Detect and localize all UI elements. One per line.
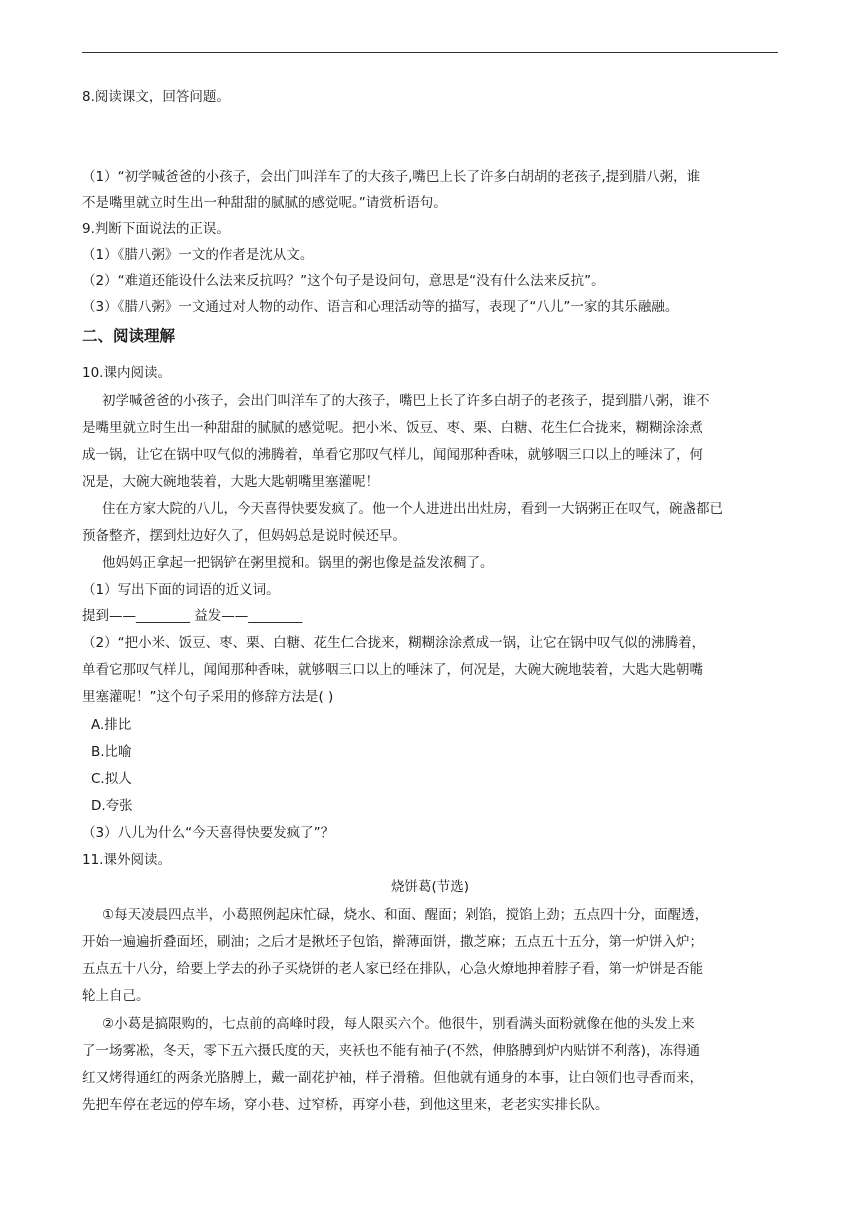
q8-sub1-line2: 不是嘴里就立时生出一种甜甜的腻腻的感觉呢。”请赏析语句。 <box>82 195 447 211</box>
q11-passage-line: 轮上自己。 <box>82 988 150 1004</box>
q11-article-title: 烧饼葛(节选) <box>390 879 470 895</box>
q9-item-3: （3）《腊八粥》一文通过对人物的动作、语言和心理活动等的描写，表现了“八儿”一家的其乐融融。 <box>82 299 679 315</box>
q10-passage-line: 住在方家大院的八儿，今天喜得快要发疯了。他一个人进进出出灶房，看到一大锅粥正在叹气，碗盏都已 <box>102 501 723 517</box>
q9-title: 9.判断下面说法的正误。 <box>82 221 230 237</box>
q8-sub1-line1: （1）“初学喊爸爸的小孩子，会出门叫洋车了的大孩子,嘴巴上长了许多白胡胡的老孩子,提到腊八粥，谁 <box>82 169 701 185</box>
q10-option-b: B.比喻 <box>91 744 132 760</box>
q11-passage-line: ①每天凌晨四点半，小葛照例起床忙碌，烧水、和面、醒面；剁馅，搅馅上劲；五点四十分，面醒透， <box>102 907 709 923</box>
q11-passage-line: ②小葛是搞限购的，七点前的高峰时段，每人限买六个。他很牛，别看满头面粉就像在他的头发上来 <box>102 1016 695 1032</box>
q8-title: 8.阅读课文，回答问题。 <box>82 89 230 105</box>
q11-passage-line: 开始一遍遍折叠面坯，刷油；之后才是揪坯子包馅，擀薄面饼，撒芝麻；五点五十五分，第一炉饼入炉； <box>82 934 703 950</box>
q10-option-d: D.夸张 <box>91 798 133 814</box>
q10-sub1-blanks: 提到——________ 益发——________ <box>82 608 303 624</box>
q10-option-a: A.排比 <box>91 717 132 733</box>
q10-sub3: （3）八儿为什么“今天喜得快要发疯了”？ <box>82 825 335 841</box>
q11-title: 11.课外阅读。 <box>82 852 171 868</box>
section-heading: 二、阅读理解 <box>82 327 176 345</box>
q10-passage-line: 况是，大碗大碗地装着，大匙大匙朝嘴里塞灌呢！ <box>82 474 379 490</box>
header-rule <box>82 52 778 53</box>
q10-passage-line: 预备整齐，摆到灶边好久了，但妈妈总是说时候还早。 <box>82 528 406 544</box>
q10-passage-line: 是嘴里就立时生出一种甜甜的腻腻的感觉呢。把小米、饭豆、枣、栗、白糖、花生仁合拢来，糊糊涂涂煮 <box>82 420 703 436</box>
q10-passage-line: 初学喊爸爸的小孩子，会出门叫洋车了的大孩子，嘴巴上长了许多白胡子的老孩子，提到腊八粥，谁不 <box>102 393 710 409</box>
q10-sub2-line: 里塞灌呢！”这个句子采用的修辞方法是( ) <box>82 689 334 705</box>
q11-passage-line: 了一场雾凇，冬天，零下五六摄氏度的天，夹袄也不能有袖子(不然，伸胳膊到炉内贴饼不利落)，冻得通 <box>82 1043 701 1059</box>
q10-option-c: C.拟人 <box>91 771 132 787</box>
q10-passage-line: 成一锅，让它在锅中叹气似的沸腾着，单看它那叹气样儿，闻闻那种香味，就够咽三口以上的唾沫了，何 <box>82 447 703 463</box>
q10-sub2-line: 单看它那叹气样儿，闻闻那种香味，就够咽三口以上的唾沫了，何况是，大碗大碗地装着，大匙大匙朝嘴 <box>82 662 703 678</box>
q10-sub2-line: （2）“把小米、饭豆、枣、栗、白糖、花生仁合拢来，糊糊涂涂煮成一锅，让它在锅中叹气似的沸腾着， <box>82 635 706 651</box>
q10-title: 10.课内阅读。 <box>82 365 171 381</box>
q10-sub1: （1）写出下面的词语的近义词。 <box>82 582 280 598</box>
q10-passage-line: 他妈妈正拿起一把锅铲在粥里搅和。锅里的粥也像是益发浓稠了。 <box>102 555 494 571</box>
q11-passage-line: 五点五十八分，给要上学去的孙子买烧饼的老人家已经在排队，心急火燎地抻着脖子看，第一炉饼是否能 <box>82 961 703 977</box>
q11-passage-line: 红又烤得通红的两条光胳膊上，戴一副花护袖，样子滑稽。但他就有通身的本事，让白领们也寻香而来， <box>82 1070 703 1086</box>
q11-passage-line: 先把车停在老远的停车场，穿小巷、过窄桥，再穿小巷，到他这里来，老老实实排长队。 <box>82 1097 609 1113</box>
q9-item-2: （2）“难道还能设什么法来反抗吗？”这个句子是设问句，意思是“没有什么法来反抗”。 <box>82 273 605 289</box>
q9-item-1: （1）《腊八粥》一文的作者是沈从文。 <box>82 247 314 263</box>
